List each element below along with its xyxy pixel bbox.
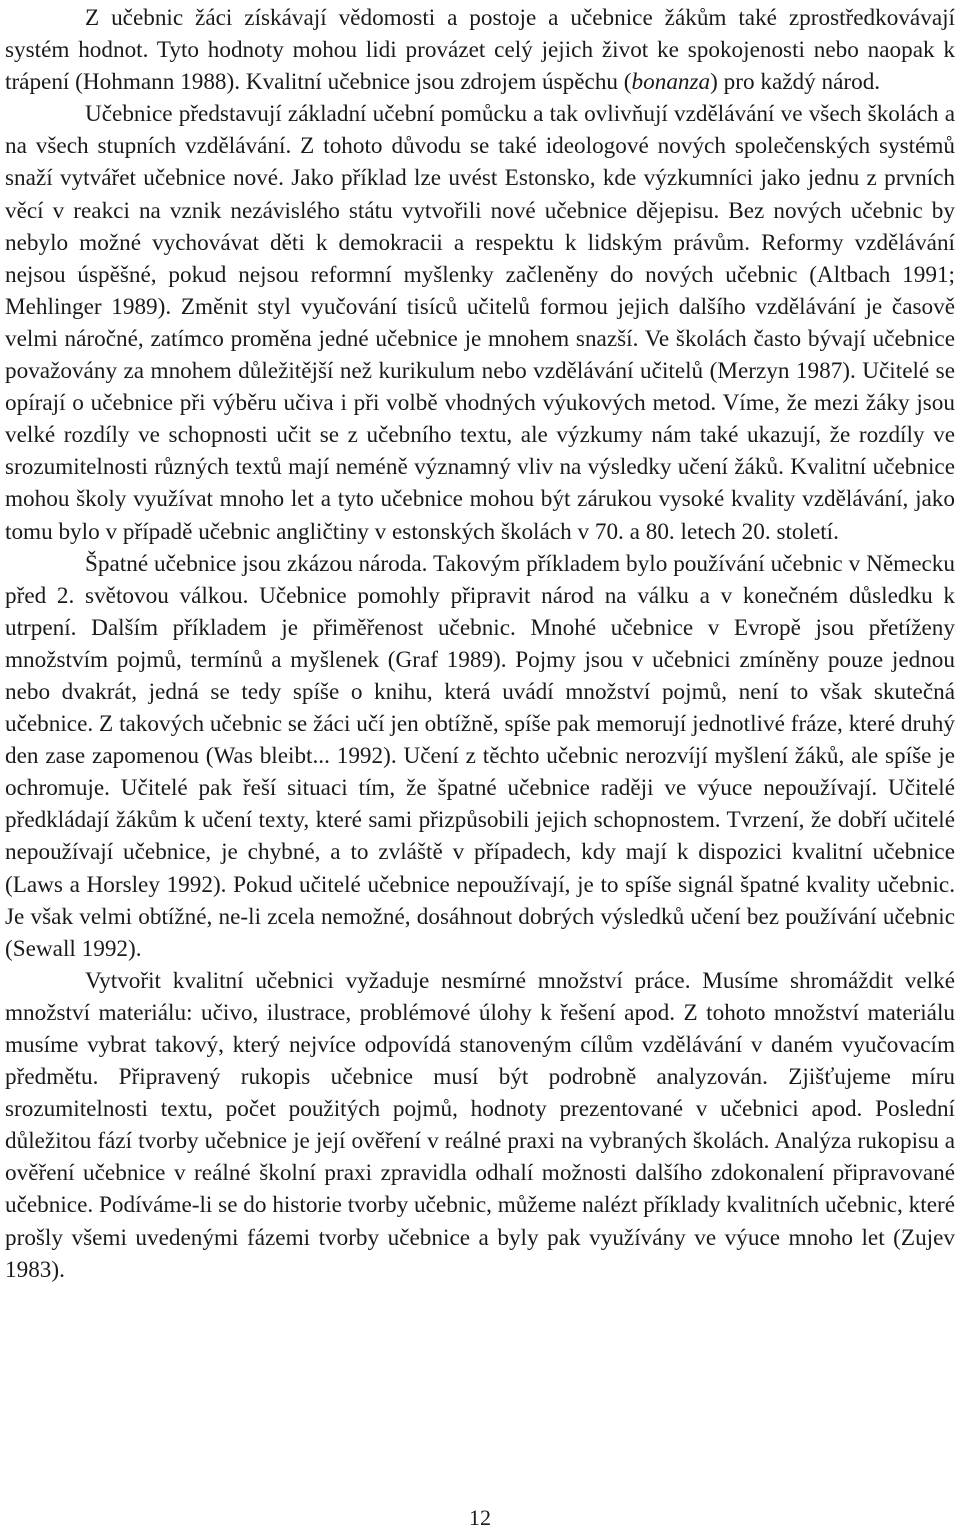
- paragraph-3: Špatné učebnice jsou zkázou národa. Takovým příkladem bylo používání učebnic v Německu před 2. světovou válkou. Učebnice pomohly připravit národ na válku a v konečném důsledku k utrpení. Dalším příkladem je přiměřenost učebnic. Mnohé učebnice v Evropě jsou přetíženy množstvím pojmů, termínů a myšlenek (Graf 1989). Pojmy jsou v učebnici zmíněny pouze jednou nebo dvakrát, jedná se tedy spíše o knihu, která uvádí množství pojmů, není to však skutečná učebnice. Z takových učebnic se žáci učí jen obtížně, spíše pak memorují jednotlivé fráze, které druhý den zase zapomenou (Was bleibt... 1992). Učení z těchto učebnic nerozvíjí myšlení žáků, ale spíše je ochromuje. Učitelé pak řeší situaci tím, že špatné učebnice raději ve výuce nepoužívají. Učitelé předkládají žákům k učení texty, které sami přizpůsobili jejich schopnostem. Tvrzení, že dobří učitelé nepoužívají učebnice, je chybné, a to zvláště v případech, kdy mají k dispozici kvalitní učebnice (Laws a Horsley 1992). Pokud učitelé učebnice nepoužívají, je to spíše signál špatné kvality učebnic. Je však velmi obtížné, ne-li zcela nemožné, dosáhnout dobrých výsledků učení bez používání učebnic (Sewall 1992).: [5, 550, 955, 962]
- paragraph-2: Učebnice představují základní učební pomůcku a tak ovlivňují vzdělávání ve všech školách a na všech stupních vzdělávání. Z tohoto důvodu se také ideologové nových společenských systémů snaží vytvářet učebnice nové. Jako příklad lze uvést Estonsko, kde výzkumníci jako jednu z prvních věcí v reakci na vznik nezávislého státu vytvořili nové učebnice dějepisu. Bez nových učebnic by nebylo možné vychovávat děti k demokracii a respektu k lidským právům. Reformy vzdělávání nejsou úspěšné, pokud nejsou reformní myšlenky začleněny do nových učebnic (Altbach 1991; Mehlinger 1989). Změnit styl vyučování tisíců učitelů formou jejich dalšího vzdělávání je časově velmi náročné, zatímco proměna jedné učebnice je mnohem snazší. Ve školách často bývají učebnice považovány za mnohem důležitější než kurikulum nebo vzdělávání učitelů (Merzyn 1987). Učitelé se opírají o učebnice při výběru učiva i při volbě vhodných výukových metod. Víme, že mezi žáky jsou velké rozdíly ve schopnosti učit se z učebního textu, ale výzkumy nám také ukazují, že rozdíly ve srozumitelnosti různých textů mají neméně významný vliv na výsledky učení žáků. Kvalitní učebnice mohou školy využívat mnoho let a tyto učebnice mohou být zárukou vysoké kvality vzdělávání, jako tomu bylo v případě učebnic angličtiny v estonských školách v 70. a 80. letech 20. století.: [5, 101, 955, 545]
- page-number: 12: [469, 1505, 491, 1530]
- paragraph-4: Vytvořit kvalitní učebnici vyžaduje nesmírné množství práce. Musíme shromáždit velké množství materiálu: učivo, ilustrace, problémové úlohy k řešení apod. Z tohoto množství materiálu musíme vybrat takový, který nejvíce odpovídá stanoveným cílům vzdělávání v daném vyučovacím předmětu. Připravený rukopis učebnice musí být podrobně analyzován. Zjišťujeme míru srozumitelnosti textu, počet použitých pojmů, hodnoty prezentované v učebnici apod. Poslední důležitou fází tvorby učebnice je její ověření v reálné praxi na vybraných školách. Analýza rukopisu a ověření učebnice v reálné školní praxi zpravidla odhalí možnosti dalšího zdokonalení připravované učebnice. Podíváme-li se do historie tvorby učebnic, můžeme nalézt příklady kvalitních učebnic, které prošly všemi uvedenými fázemi tvorby učebnice a byly pak využívány ve výuce mnoho let (Zujev 1983).: [5, 967, 955, 1283]
- paragraph-1-text-start: Z učebnic žáci získávají vědomosti a postoje a učebnice žákům také zprostředkovávají systém hodnot. Tyto hodnoty mohou lidi provázet celý jejich život ke spokojenosti nebo naopak k trápení (Hohmann 1988). Kvalitní učebnice jsou zdrojem úspěchu (: [5, 5, 955, 96]
- paragraph-1-italic-term: bonanza: [631, 69, 711, 96]
- paragraph-1-text-end: ) pro každý národ.: [710, 69, 881, 96]
- paragraph-1: [5, 2, 955, 98]
- document-body: [5, 2, 955, 1286]
